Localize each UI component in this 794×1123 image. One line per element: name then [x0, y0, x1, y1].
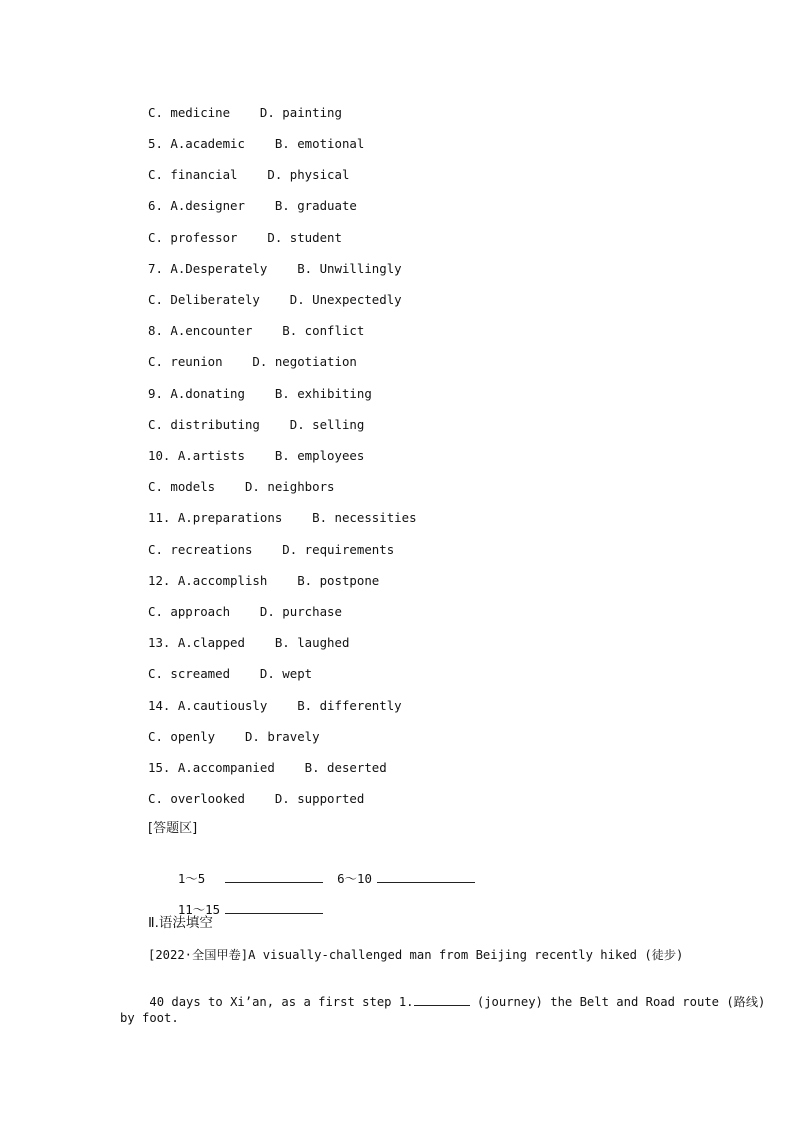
option-line: 13. A.clapped B. laughed — [148, 635, 350, 650]
option-line: C. approach D. purchase — [148, 604, 342, 619]
passage-text: (journey) the Belt and Road route (路线) — [469, 995, 766, 1009]
option-line: C. medicine D. painting — [148, 105, 342, 120]
option-line: 15. A.accompanied B. deserted — [148, 760, 387, 775]
option-line: 12. A.accomplish B. postpone — [148, 573, 380, 588]
option-line: C. professor D. student — [148, 230, 342, 245]
option-line: C. distributing D. selling — [148, 417, 365, 432]
answer-range-label: 1～5 — [177, 871, 206, 886]
option-line: C. financial D. physical — [148, 167, 350, 182]
passage-line: [2022·全国甲卷]A visually-challenged man from Beijing recently hiked (徒步) — [148, 948, 684, 962]
option-line: 7. A.Desperately B. Unwillingly — [148, 261, 402, 276]
answer-blank[interactable] — [225, 901, 323, 914]
option-line: 9. A.donating B. exhibiting — [148, 386, 372, 401]
answer-area-heading: [答题区] — [148, 821, 198, 836]
option-line: C. overlooked D. supported — [148, 791, 365, 806]
option-line: C. screamed D. wept — [148, 666, 313, 681]
option-line: 10. A.artists B. employees — [148, 448, 365, 463]
option-line: C. openly D. bravely — [148, 729, 320, 744]
option-line: C. Deliberately D. Unexpectedly — [148, 292, 402, 307]
answer-range-label: 6～10 — [337, 871, 372, 886]
answer-range-label: 11～15 — [177, 902, 221, 917]
option-line: 5. A.academic B. emotional — [148, 136, 365, 151]
option-line: 6. A.designer B. graduate — [148, 198, 357, 213]
answer-blank[interactable] — [225, 870, 323, 883]
passage-text: 40 days to Xi’an, as a first step 1. — [149, 995, 414, 1009]
option-line: C. reunion D. negotiation — [148, 354, 357, 369]
grammar-blank[interactable] — [414, 994, 470, 1006]
answer-blank[interactable] — [377, 870, 475, 883]
option-line: C. models D. neighbors — [148, 479, 335, 494]
option-line: 8. A.encounter B. conflict — [148, 323, 365, 338]
passage-line: by foot. — [120, 1011, 179, 1025]
option-line: 11. A.preparations B. necessities — [148, 510, 417, 525]
section-heading: Ⅱ.语法填空 — [148, 915, 213, 931]
option-line: 14. A.cautiously B. differently — [148, 698, 402, 713]
option-line: C. recreations D. requirements — [148, 542, 395, 557]
